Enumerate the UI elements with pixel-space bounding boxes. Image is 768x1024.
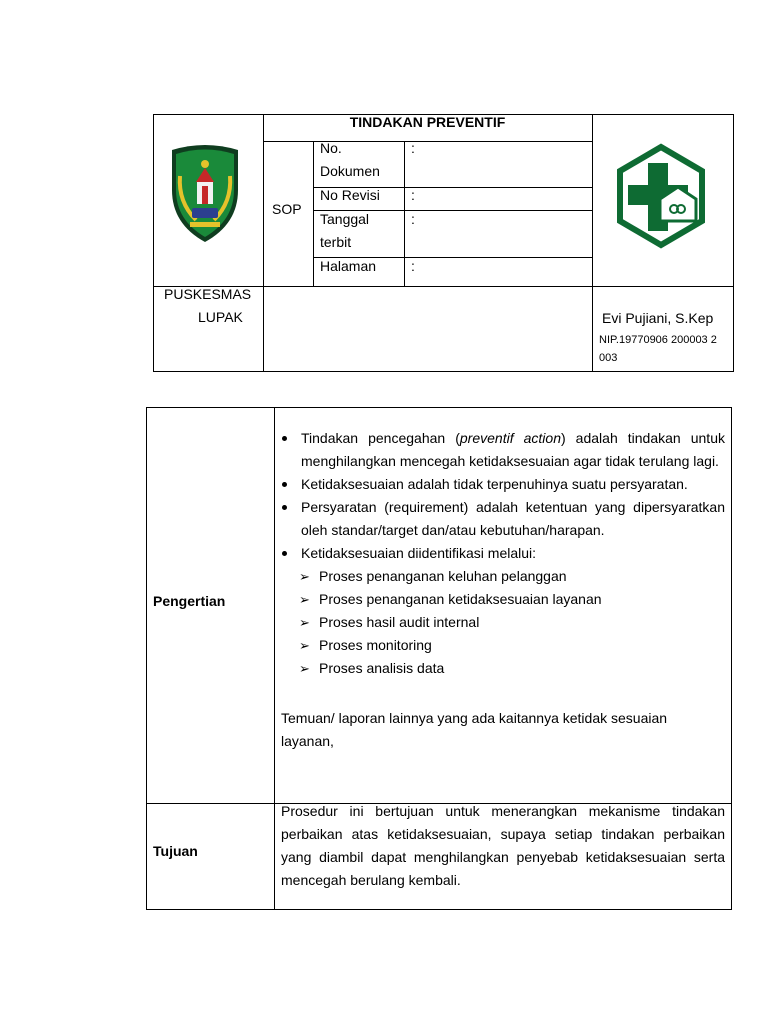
field-label-halaman: Halaman — [320, 258, 377, 274]
field-value-no-revisi: : — [411, 187, 415, 203]
field-label-no-revisi: No Revisi — [320, 187, 380, 203]
signer-name: Evi Pujiani, S.Kep — [602, 310, 714, 326]
section-label-pengertian: Pengertian — [153, 593, 226, 609]
header-divider-left — [263, 114, 264, 372]
pengertian-list — [277, 427, 725, 680]
district-emblem-logo — [166, 142, 244, 244]
list-item: ➢ Proses monitoring — [277, 634, 725, 657]
field-value-halaman: : — [411, 258, 415, 274]
field-label-tanggal-1: Tanggal — [320, 211, 370, 227]
signer-nip-line2: 003 — [599, 352, 618, 364]
list-item: ➢ Proses analisis data — [277, 657, 725, 680]
header-divider-sop — [313, 141, 314, 287]
list-item: ➢ Proses hasil audit internal — [277, 611, 725, 634]
org-name-line1: PUSKESMAS — [164, 286, 252, 302]
header-divider-right — [592, 114, 593, 372]
header-divider-colon — [404, 141, 405, 287]
document-title: TINDAKAN PREVENTIF — [349, 114, 506, 130]
field-value-no-dokumen: : — [411, 140, 415, 156]
pengertian-closing-text: Temuan/ laporan lainnya yang ada kaitannya ketidak sesuaian layanan, — [281, 710, 668, 749]
puskesmas-logo — [612, 141, 710, 251]
tujuan-text: Prosedur ini bertujuan untuk menerangkan mekanisme tindakan perbaikan atas ketidaksesuaian, supaya setiap tindakan perbaikan yang diambil dapat menghilangkan penyebab ketidaksesuaian serta mencegah berulang kembali. — [281, 803, 725, 888]
signer-nip-line1: NIP.19770906 200003 2 — [599, 334, 717, 346]
sop-label: SOP — [272, 201, 302, 217]
field-value-tanggal: : — [411, 211, 415, 227]
field-label-no-dokumen-2: Dokumen — [320, 163, 380, 179]
content-column-divider — [274, 407, 275, 910]
list-item: Persyaratan (requirement) adalah ketentuan yang dipersyaratkan oleh standar/target dan/atau kebutuhan/harapan. — [277, 496, 725, 542]
list-item: ➢ Proses penanganan ketidaksesuaian layanan — [277, 588, 725, 611]
section-label-tujuan: Tujuan — [153, 843, 198, 859]
field-label-no-dokumen-1: No. — [320, 140, 342, 156]
header-title-divider — [263, 141, 592, 142]
org-name-line2: LUPAK — [198, 309, 243, 325]
list-item: ➢ Proses penanganan keluhan pelanggan — [277, 565, 725, 588]
list-item: Tindakan pencegahan (preventif action) adalah tindakan untuk menghilangkan mencegah ketidaksesuaian agar tidak terulang lagi. — [277, 427, 725, 473]
list-item: Ketidaksesuaian adalah tidak terpenuhinya suatu persyaratan. — [277, 473, 725, 496]
field-label-tanggal-2: terbit — [320, 234, 352, 250]
list-item: Ketidaksesuaian diidentifikasi melalui: — [277, 542, 725, 565]
